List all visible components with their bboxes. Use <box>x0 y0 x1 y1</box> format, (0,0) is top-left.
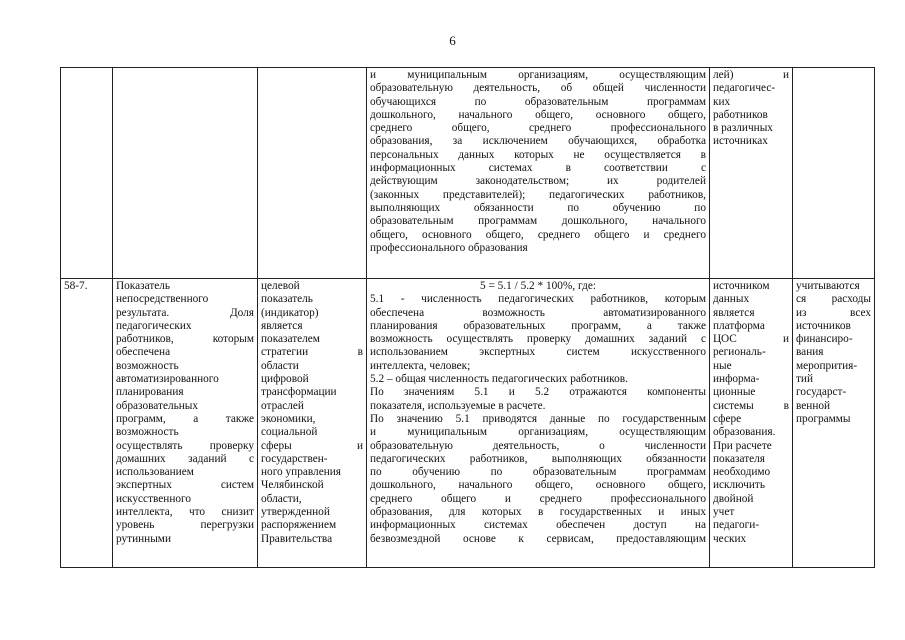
cell-text-line: рутинными <box>116 532 172 545</box>
cell-text-line: работников <box>713 108 768 121</box>
cell-text-line: 5.1 - численность педагогических работников, которым <box>370 293 706 306</box>
table-row <box>61 279 875 568</box>
cell-text-line: по обучению по образовательным программам <box>370 466 706 479</box>
cell-text-line: безвозмездной основе к сервисам, предоставляющим <box>370 532 706 545</box>
cell-text-line: общего, основного общего, среднего общего и среднего <box>370 228 706 241</box>
cell-text-line: дошкольного, начального общего, основного общего, <box>370 108 706 121</box>
cell-text-line: По значению 5.1 приводятся данные по государственным <box>370 412 706 425</box>
cell-text-line: показателя, используемые в расчете. <box>370 399 546 412</box>
cell-text-line: Правительства <box>261 532 333 545</box>
cell-text-line: программы <box>796 412 851 425</box>
calculation-method-cell <box>367 279 710 568</box>
cell-text-line: персональных данных которых не осуществляется в <box>370 148 706 161</box>
cell-text-line: 58-7. <box>64 280 88 292</box>
cell-text-line: действующим законодательством; их родителей <box>370 175 706 188</box>
cell-text-line: Челябинской <box>261 479 324 492</box>
cell-text-line: результата. Доля <box>116 306 254 319</box>
cell-text-line: ные <box>713 359 732 372</box>
cell-text-line: автоматизированного <box>116 373 219 386</box>
cell-text-line: искусственного <box>116 492 192 505</box>
cell-text-line: среднего общего, среднего профессионального <box>370 122 706 135</box>
cell-text-line: информационных системах обеспечен доступ на <box>370 519 706 532</box>
cell-text-line: среднего общего и среднего профессионального <box>370 492 706 505</box>
cell-text-line: области <box>261 359 299 372</box>
table-row <box>61 68 875 279</box>
cell-text-line: интеллекта, что снизит <box>116 506 254 519</box>
cell-text-line: в различных <box>713 122 773 135</box>
cell-text-line: показателем <box>261 333 320 346</box>
indicator-name-cell <box>113 279 258 568</box>
indicators-table <box>60 67 875 568</box>
cell-text-line: ционные <box>713 386 756 399</box>
cell-text-line: ЦОС и <box>713 333 789 346</box>
cell-text-line: сфере <box>713 412 742 425</box>
cell-text-line: ного управления <box>261 466 341 479</box>
cell-text-line: государст- <box>796 386 847 399</box>
cell-text-line: сферы и <box>261 439 363 452</box>
cell-text-line: дошкольного, начального общего, основного общего, <box>370 479 706 492</box>
cell-text-line: образования, для которых в государственных и иных <box>370 506 706 519</box>
cell-text-line: ся расходы <box>796 293 871 306</box>
note-cell <box>793 68 875 279</box>
data-source-cell <box>710 68 793 279</box>
cell-text-line: и муниципальным организациям, осуществляющим <box>370 69 706 81</box>
cell-text-line: возможность осуществлять проверку домашних заданий с <box>370 333 706 346</box>
cell-text-line: и муниципальным организациям, осуществляющим <box>370 426 706 439</box>
cell-text-line: источниках <box>713 135 768 148</box>
cell-text-line: ческих <box>713 532 747 545</box>
cell-text-line: данных <box>713 293 750 306</box>
cell-text-line: учитываются <box>796 280 860 292</box>
cell-text-line: профессионального образования <box>370 241 528 254</box>
cell-text-line: программ, а также <box>116 412 254 425</box>
indicator-name-cell <box>113 68 258 279</box>
cell-text-line: исключить <box>713 479 766 492</box>
cell-text-line: (законных представителей); педагогических работников, <box>370 188 706 201</box>
cell-text-line: домашних заданий с <box>116 452 254 465</box>
cell-text-line: педагогических <box>116 319 192 332</box>
cell-text-line: распоряжением <box>261 519 337 532</box>
cell-text-line: ких <box>713 95 731 108</box>
cell-text-line: обучающихся по образовательным программам <box>370 95 706 108</box>
cell-text-line: выполняющих обязанности по обучению по <box>370 201 706 214</box>
cell-text-line: социальной <box>261 426 318 439</box>
cell-text-line: региональ- <box>713 346 766 359</box>
cell-text-line: педагогичес- <box>713 82 776 95</box>
cell-text-line: образовательных <box>116 399 199 412</box>
cell-text-line: По значениям 5.1 и 5.2 отражаются компоненты <box>370 386 706 399</box>
cell-text-line: работников, которым <box>116 333 254 346</box>
cell-text-line: финансиро- <box>796 333 853 346</box>
cell-text-line: утвержденной <box>261 506 330 519</box>
cell-text-line: стратегии в <box>261 346 363 359</box>
cell-text-line: цифровой <box>261 373 309 386</box>
row-number-cell <box>61 279 113 568</box>
cell-text-line: педагоги- <box>713 519 760 532</box>
cell-text-line: вания <box>796 346 824 359</box>
cell-text-line: обеспечена возможность автоматизированного <box>370 306 706 319</box>
cell-text-line: показатель <box>261 293 313 306</box>
cell-text-line: возможность <box>116 359 179 372</box>
cell-text-line: системы в <box>713 399 789 412</box>
cell-text-line: осуществлять проверку <box>116 439 254 452</box>
cell-text-line: возможность <box>116 426 179 439</box>
cell-text-line: из всех <box>796 306 871 319</box>
cell-text-line: интеллекта, человек; <box>370 359 471 372</box>
cell-text-line: образовательную деятельность, об общей численности <box>370 82 706 95</box>
cell-text-line: уровень перегрузки <box>116 519 254 532</box>
cell-text-line: экспертных систем <box>116 479 254 492</box>
cell-text-line: венной <box>796 399 831 412</box>
cell-text-line: При расчете <box>713 439 772 452</box>
cell-text-line: отраслей <box>261 399 304 412</box>
cell-text-line: информационных системах в соответствии с <box>370 162 706 175</box>
cell-text-line: информа- <box>713 373 760 386</box>
cell-text-line: показателя <box>713 452 765 465</box>
cell-text-line: источников <box>796 319 851 332</box>
page-number: 6 <box>449 33 456 48</box>
cell-text-line: необходимо <box>713 466 771 479</box>
cell-text-line: 5.2 – общая численность педагогических работников. <box>370 373 628 386</box>
cell-text-line: является <box>713 306 755 319</box>
cell-text-line: экономики, <box>261 412 316 425</box>
cell-text-line: планирования <box>116 386 184 399</box>
cell-text-line: государствен- <box>261 452 328 465</box>
data-source-cell <box>710 279 793 568</box>
cell-text-line: лей) и <box>713 69 789 81</box>
cell-text-line: Показатель <box>116 280 171 292</box>
cell-text-line: образования, за исключением обучающихся, обработка <box>370 135 706 148</box>
cell-text-line: является <box>261 319 303 332</box>
cell-text-line: образовательную деятельность, о численности <box>370 439 706 452</box>
note-cell <box>793 279 875 568</box>
cell-text-line: учет <box>713 506 735 519</box>
cell-text-line: использованием экспертных систем искусственного <box>370 346 706 359</box>
cell-text-line: 5 = 5.1 / 5.2 * 100%, где: <box>480 280 596 292</box>
row-number-cell <box>61 68 113 279</box>
cell-text-line: целевой <box>261 280 300 292</box>
cell-text-line: источником <box>713 280 770 292</box>
cell-text-line: непосредственного <box>116 293 209 306</box>
cell-text-line: области, <box>261 492 302 505</box>
indicator-type-cell <box>258 68 367 279</box>
cell-text-line: обеспечена <box>116 346 171 359</box>
cell-text-line: платформа <box>713 319 765 332</box>
cell-text-line: образования. <box>713 426 776 439</box>
calculation-method-cell <box>367 68 710 279</box>
cell-text-line: (индикатор) <box>261 306 319 319</box>
cell-text-line: тий <box>796 373 814 386</box>
cell-text-line: двойной <box>713 492 754 505</box>
cell-text-line: педагогических работников, выполняющих обязанности <box>370 452 706 465</box>
cell-text-line: трансформации <box>261 386 337 399</box>
cell-text-line: планирования образовательных программ, а также <box>370 319 706 332</box>
indicator-type-cell <box>258 279 367 568</box>
cell-text-line: образовательным программам дошкольного, начального <box>370 215 706 228</box>
cell-text-line: использованием <box>116 466 194 479</box>
cell-text-line: меропрития- <box>796 359 858 372</box>
